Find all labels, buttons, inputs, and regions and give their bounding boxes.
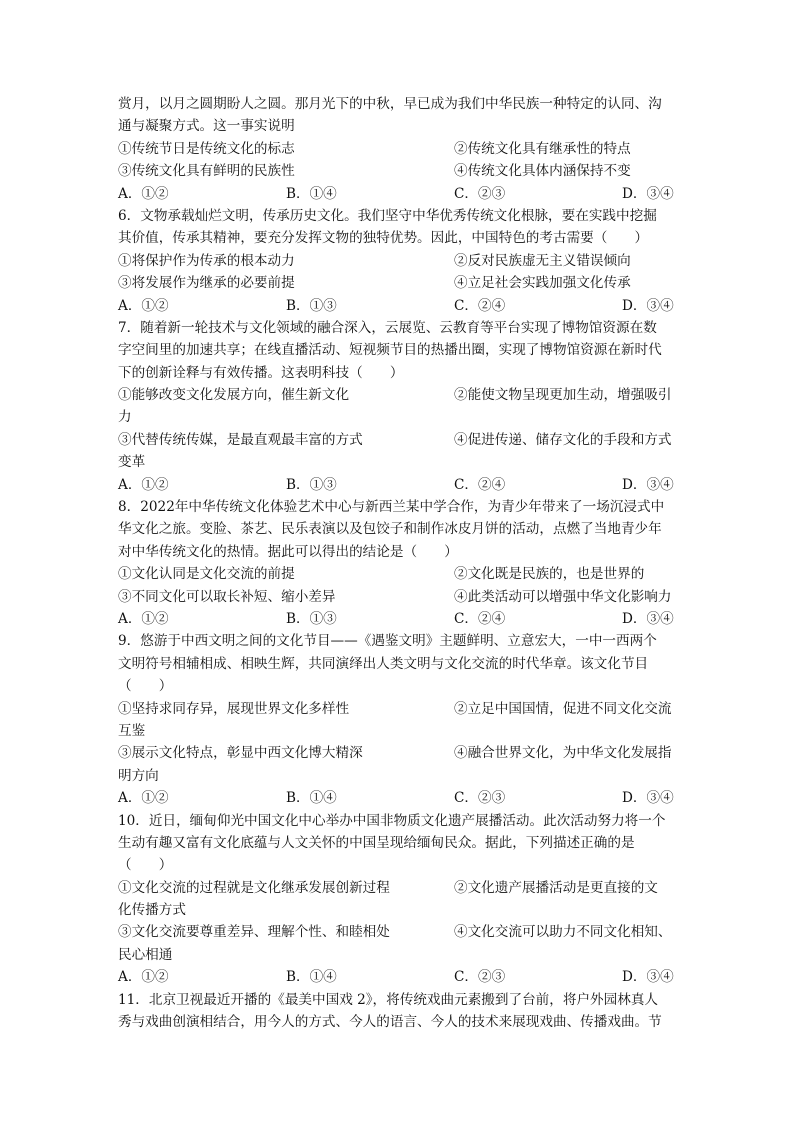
option-1: ①文化认同是文化交流的前提: [118, 566, 295, 583]
option-2-continued: 力: [118, 409, 132, 426]
answer-c: C．②③: [454, 790, 506, 807]
option-3: ③不同文化可以取长补短、缩小差异: [118, 588, 336, 605]
answer-b: B．①④: [286, 185, 337, 202]
option-2: ②反对民族虚无主义错误倾向: [454, 252, 631, 269]
answer-a: A．①②: [118, 610, 169, 627]
answer-c: C．②④: [454, 610, 506, 627]
answer-choices: [118, 787, 678, 809]
question-stem-line: 华文化之旅。变脸、茶艺、民乐表演以及包饺子和制作冰皮月饼的活动，点燃了当地青少年: [118, 521, 662, 538]
question-8: [118, 496, 678, 630]
answer-c: C．②④: [454, 297, 506, 314]
option-4-continued: 民心相通: [118, 946, 173, 963]
answer-d: D．③④: [622, 610, 674, 627]
question-stem-line: 10．近日，缅甸仰光中国文化中心举办中国非物质文化遗产展播活动。此次活动努力将一个: [118, 812, 666, 829]
option-4: ④融合世界文化，为中华文化发展指: [454, 745, 672, 762]
document-page: [118, 93, 678, 1033]
option-3: ③展示文化特点，彰显中西文化博大精深: [118, 745, 363, 762]
question-stem-line: 赏月，以月之圆期盼人之圆。那月光下的中秋，早已成为我们中华民族一种特定的认同、沟: [118, 96, 662, 112]
question-stem-line: 其价值，传承其精神，要充分发挥文物的独特优势。因此，中国特色的考古需要（ ）: [118, 230, 649, 247]
option-1: ①能够改变文化发展方向，催生新文化: [118, 387, 350, 404]
option-3: ③文化交流要尊重差异、理解个性、和睦相处: [118, 924, 390, 941]
answer-a: A．①②: [118, 185, 169, 202]
option-row: [118, 250, 678, 272]
option-2: ②立足中国国情，促进不同文化交流: [454, 700, 672, 717]
answer-d: D．③④: [622, 790, 674, 807]
question-stem-line: 7．随着新一轮技术与文化领域的融合深入，云展览、云教育等平台实现了博物馆资源在数: [118, 319, 657, 336]
option-2: ②文化既是民族的，也是世界的: [454, 566, 645, 583]
answer-b: B．①③: [286, 297, 337, 314]
question-9: [118, 630, 678, 809]
option-2: ②文化遗产展播活动是更直接的文: [454, 879, 658, 896]
question-stem-line: 下的创新诠释与有效传播。这表明科技（ ）: [118, 364, 404, 381]
answer-c: C．②③: [454, 185, 506, 202]
option-2: ②传统文化具有继承性的特点: [454, 140, 631, 157]
question-stem-line: 9．悠游于中西文明之间的文化节目——《遇鉴文明》主题鲜明、立意宏大，一中一西两个: [118, 633, 657, 650]
answer-b: B．①③: [286, 476, 337, 493]
question-stem-line: （ ）: [118, 678, 173, 695]
question-stem-line: 文明符号相辅相成、相映生辉，共同演绎出人类文明与文化交流的时代华章。该文化节目: [118, 655, 649, 672]
option-row: [118, 138, 678, 160]
answer-c: C．②③: [454, 969, 506, 986]
answer-d: D．③④: [622, 476, 674, 493]
option-4: ④传统文化具体内涵保持不变: [454, 163, 631, 180]
question-11: [118, 989, 678, 1034]
option-row: [118, 160, 678, 182]
option-4: ④此类活动可以增强中华文化影响力: [454, 588, 672, 605]
answer-b: B．①④: [286, 790, 337, 807]
option-row: [118, 921, 678, 943]
option-1: ①坚持求同存异，展现世界文化多样性: [118, 700, 350, 717]
answer-b: B．①④: [286, 969, 337, 986]
option-2-continued: 互鉴: [118, 722, 146, 739]
question-stem-line: （ ）: [118, 857, 173, 874]
option-1: ①文化交流的过程就是文化继承发展创新过程: [118, 879, 390, 896]
answer-a: A．①②: [118, 297, 169, 314]
option-4: ④文化交流可以助力不同文化相知、: [454, 924, 672, 941]
question-stem-line: 对中华传统文化的热情。据此可以得出的结论是（ ）: [118, 543, 458, 560]
option-4: ④立足社会实践加强文化传承: [454, 275, 631, 292]
answer-a: A．①②: [118, 790, 169, 807]
option-row: [118, 429, 678, 451]
question-6: [118, 205, 678, 317]
option-1: ①传统节日是传统文化的标志: [118, 140, 295, 157]
question-stem-line: 6．文物承载灿烂文明，传承历史文化。我们坚守中华优秀传统文化根脉，要在实践中挖掘: [118, 207, 657, 224]
option-3: ③将发展作为继承的必要前提: [118, 275, 295, 292]
option-row: [118, 384, 678, 406]
option-3: ③代替传统传媒，是最直观最丰富的方式: [118, 431, 363, 448]
answer-c: C．②④: [454, 476, 506, 493]
answer-d: D．③④: [622, 297, 674, 314]
question-5-continued: [118, 93, 678, 205]
question-stem-line: 8．2022年中华传统文化体验艺术中心与新西兰某中学合作，为青少年带来了一场沉浸式中: [118, 499, 665, 516]
question-7: [118, 317, 678, 496]
option-row: [118, 698, 678, 720]
question-stem-line: 秀与戏曲创演相结合，用今人的方式、今人的语言、今人的技术来展现戏曲、传播戏曲。节: [118, 1014, 662, 1031]
answer-d: D．③④: [622, 185, 674, 202]
answer-b: B．①③: [286, 610, 337, 627]
answer-d: D．③④: [622, 969, 674, 986]
question-stem-line: 生动有趣又富有文化底蕴与人文关怀的中国呈现给缅甸民众。据此，下列描述正确的是: [118, 834, 635, 851]
option-2-continued: 化传播方式: [118, 902, 186, 919]
answer-a: A．①②: [118, 476, 169, 493]
option-row: [118, 877, 678, 899]
answer-a: A．①②: [118, 969, 169, 986]
option-3: ③传统文化具有鲜明的民族性: [118, 163, 295, 180]
option-4: ④促进传递、储存文化的手段和方式: [454, 431, 672, 448]
option-row: [118, 563, 678, 585]
question-10: [118, 810, 678, 989]
option-1: ①将保护作为传承的根本动力: [118, 252, 295, 269]
option-4-continued: 明方向: [118, 767, 159, 784]
option-row: [118, 272, 678, 294]
answer-choices: [118, 966, 678, 988]
question-stem-line: 11．北京卫视最近开播的《最美中国戏 2》，将传统戏曲元素搬到了台前，将户外园林真人: [118, 991, 659, 1008]
answer-choices: [118, 608, 678, 630]
option-row: [118, 742, 678, 764]
answer-choices: [118, 183, 678, 205]
option-4-continued: 变革: [118, 454, 146, 471]
answer-choices: [118, 474, 678, 496]
answer-choices: [118, 295, 678, 317]
option-row: [118, 586, 678, 608]
question-stem-line: 字空间里的加速共享；在线直播活动、短视频节目的热播出圈，实现了博物馆资源在新时代: [118, 342, 662, 359]
question-stem-line: 通与凝聚方式。这一事实说明: [118, 118, 295, 135]
option-2: ②能使文物呈现更加生动，增强吸引: [454, 387, 672, 404]
